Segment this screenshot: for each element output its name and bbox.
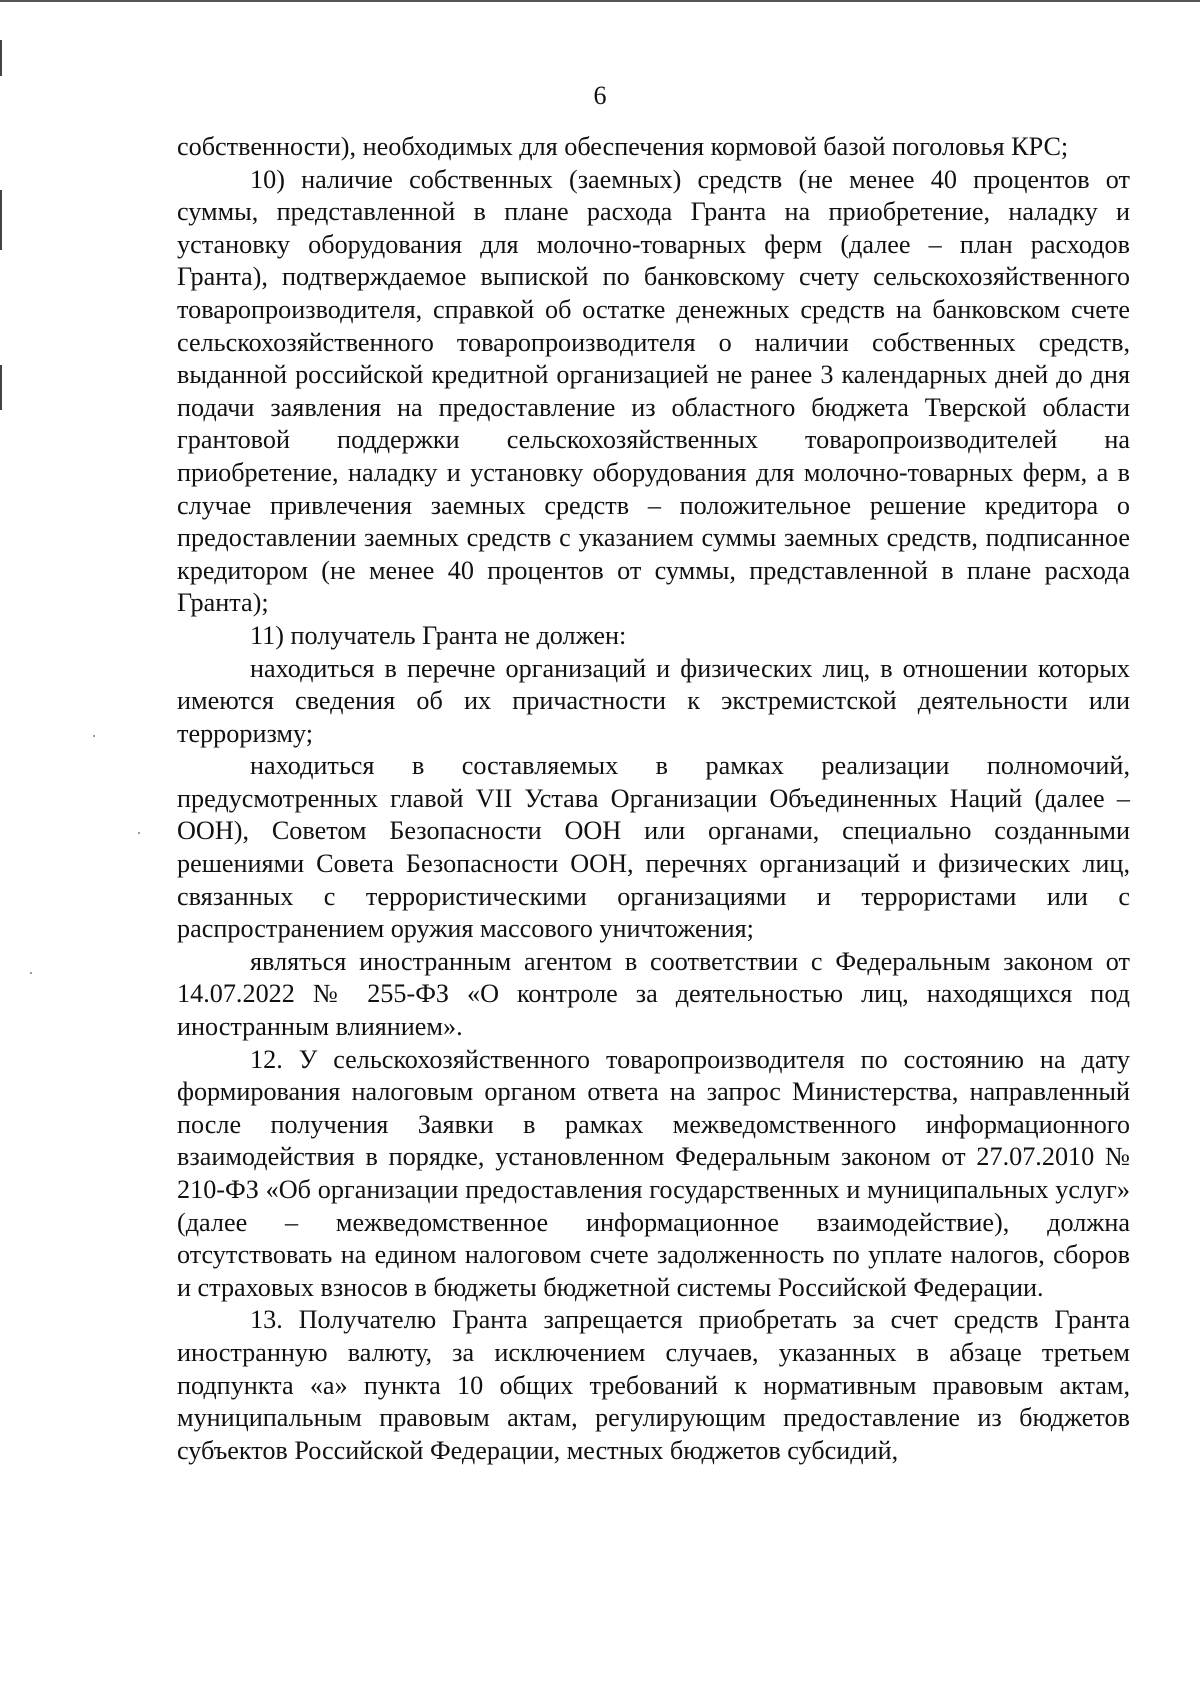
paragraph-item-11-extremism: находиться в перечне организаций и физических лиц, в отношении которых имеются сведения об их причастности к экстремистской деятельности или терроризму; [177,653,1130,748]
paragraph-item-11-foreign-agent: являться иностранным агентом в соответствии с Федеральным законом от 14.07.2022 № 255-ФЗ «О контроле за деятельностью лиц, находящихся под иностранным влиянием». [177,946,1130,1042]
page-number: 6 [593,81,607,110]
scan-speck [30,972,32,974]
paragraph-item-11-un-lists: находиться в составляемых в рамках реализации полномочий, предусмотренных главой VII Устава Организации Объединенных Наций (далее – ООН), Советом Безопасности ООН или органами, специально созданными решениями Совета Безопасности ООН, перечнях организаций и физических лиц, связанных с террористическими организациями и террористами или с распространением оружия массового уничтожения; [177,751,1130,944]
scan-top-border [0,0,1200,2]
paragraph-continuation: собственности), необходимых для обеспечения кормовой базой поголовья КРС; [177,132,1069,161]
scan-speck [138,832,140,834]
paragraph-item-13: 13. Получателю Гранта запрещается приобретать за счет средств Гранта иностранную валюту, за исключением случаев, указанных в абзаце третьем подпункта «а» пункта 10 общих требований к нормативным правовым актам, муниципальным правовым актам, регулирующим предоставление из бюджетов субъектов Российской Федерации, местных бюджетов субсидий, [177,1305,1130,1465]
paragraph-item-10: 10) наличие собственных (заемных) средств (не менее 40 процентов от суммы, представленной в плане расхода Гранта на приобретение, наладку и установку оборудования для молочно-товарных ферм (далее – план расходов Гранта), подтверждаемое выпиской по банковскому счету сельскохозяйственного товаропроизводителя, справкой об остатке денежных средств на банковском счете сельскохозяйственного товаропроизводителя о наличии собственных средств, выданной российской кредитной организацией не ранее 3 календарных дней до дня подачи заявления на предоставление из областного бюджета Тверской области грантовой поддержки сельскохозяйственных товаропроизводителей на приобретение, наладку и установку оборудования для молочно-товарных ферм, а в случае привлечения заемных средств – положительное решение кредитора о предоставлении заемных средств с указанием суммы заемных средств, подписанное кредитором (не менее 40 процентов от суммы, представленной в плане расхода Гранта); [177,164,1130,618]
scan-edge-mark [0,40,2,76]
paragraph-item-11: 11) получатель Гранта не должен: [250,620,627,650]
scan-edge-mark [0,190,2,250]
scan-speck [93,735,95,737]
paragraph-item-12: 12. У сельскохозяйственного товаропроизводителя по состоянию на дату формирования налоговым органом ответа на запрос Министерства, направленный после получения Заявки в рамках межведомственного информационного взаимодействия в порядке, установленном Федеральным законом от 27.07.2010 № 210-ФЗ «Об организации предоставления государственных и муниципальных услуг» (далее – межведомственное информационное взаимодействие), должна отсутствовать на едином налоговом счете задолженность по уплате налогов, сборов и страховых взносов в бюджеты бюджетной системы Российской Федерации. [177,1044,1130,1302]
scan-edge-mark [0,365,2,410]
document-body [177,131,1130,1467]
